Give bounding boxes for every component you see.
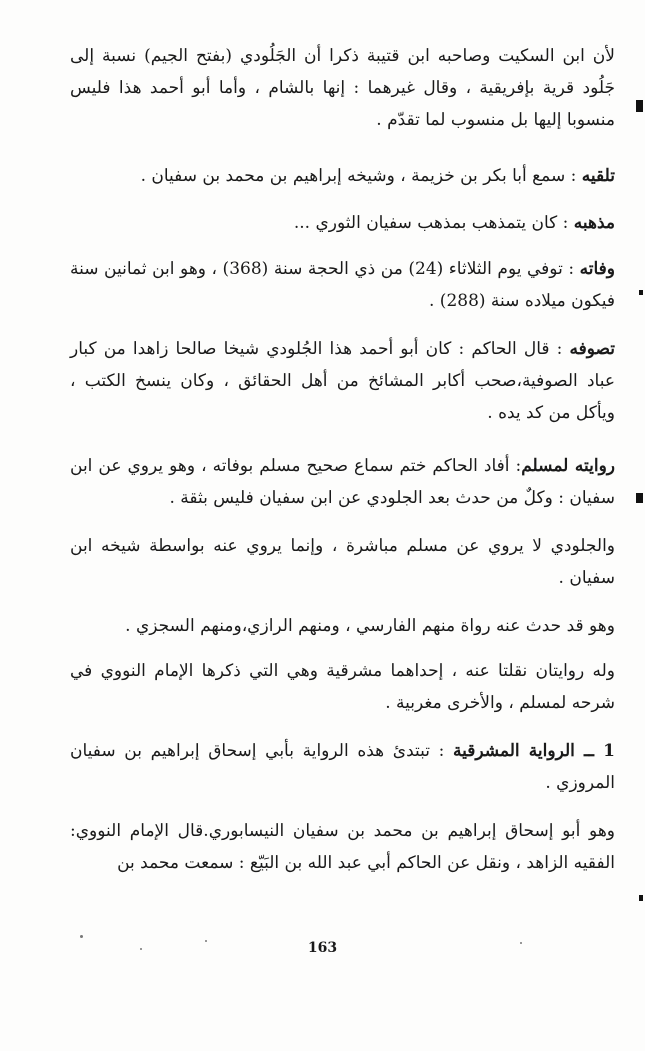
- paragraph-narrators: [70, 610, 615, 642]
- section-keyword: وفاته: [579, 259, 615, 279]
- paragraph-madhhab: [70, 207, 615, 239]
- page-number: 163: [307, 940, 338, 956]
- paragraph-text: : أفاد الحاكم ختم سماع صحيح مسلم بوفاته ، وهو يروي عن ابن سفيان : وكلٌ من حدث بعد الجلودي عن ابن سفيان فليس بثقة .: [70, 456, 615, 508]
- scan-speck: [140, 948, 142, 950]
- paragraph-text: : سمع أبا بكر بن خزيمة ، وشيخه إبراهيم بن محمد بن سفيان .: [140, 166, 582, 186]
- scan-edge-mark: [636, 100, 643, 112]
- paragraph-abu-ishaq: [70, 815, 615, 879]
- paragraph-talaqqi: [70, 160, 615, 192]
- paragraph-text: لأن ابن السكيت وصاحبه ابن قتيبة ذكرا أن الجَلُودي (بفتح الجيم) نسبة إلى جَلُود قرية بإفريقية ، وقال غيرهما : إنها بالشام ، وأما أبو أحمد هذا فليس منسوبا إليها بل منسوب لما تقدّم .: [70, 46, 615, 130]
- paragraph-nisba-origin: [70, 40, 615, 136]
- paragraph-tasawwuf: [70, 333, 615, 429]
- paragraph-text: وله روايتان نقلتا عنه ، إحداهما مشرقية وهي التي ذكرها الإمام النووي في شرحه لمسلم ، والأخرى مغربية .: [70, 661, 615, 713]
- paragraph-text: : قال الحاكم : كان أبو أحمد هذا الجُلودي شيخا صالحا زاهدا من كبار عباد الصوفية،صحب أكابر المشائخ من أهل الحقائق ، وكان ينسخ الكتب ، ويأكل من كد يده .: [70, 339, 615, 423]
- paragraph-mashriqiya: [70, 735, 615, 799]
- scan-edge-mark: [639, 895, 643, 901]
- paragraph-wafat: [70, 253, 615, 317]
- section-keyword: تصوفه: [569, 339, 615, 359]
- scan-edge-mark: [636, 493, 643, 503]
- paragraph-text: وهو أبو إسحاق إبراهيم بن محمد بن سفيان النيسابوري.قال الإمام النووي: الفقيه الزاهد ، ونقل عن الحاكم أبي عبد الله بن البَيّع : سمعت محمد بن: [70, 821, 615, 873]
- section-keyword: تلقيه: [581, 166, 615, 186]
- scan-speck: [205, 940, 207, 942]
- scan-edge-mark: [639, 290, 643, 295]
- paragraph-text: والجلودي لا يروي عن مسلم مباشرة ، وإنما يروي عنه بواسطة شيخه ابن سفيان .: [70, 536, 615, 588]
- scan-speck: [80, 935, 83, 938]
- paragraph-text: : كان يتمذهب بمذهب سفيان الثوري ...: [293, 213, 574, 233]
- paragraph-riwaya-muslim: [70, 450, 615, 514]
- paragraph-text: : تبتدئ هذه الرواية بأبي إسحاق إبراهيم بن سفيان المروزي .: [70, 741, 615, 793]
- paragraph-two-riwayas: [70, 655, 615, 719]
- section-keyword: روايته لمسلم: [521, 456, 615, 476]
- paragraph-text: : توفي يوم الثلاثاء (24) من ذي الحجة سنة (368) ، وهو ابن ثمانين سنة فيكون ميلاده سنة (288) .: [70, 259, 615, 311]
- paragraph-text: وهو قد حدث عنه رواة منهم الفارسي ، ومنهم الرازي،ومنهم السجزي .: [125, 616, 615, 636]
- scan-speck: [520, 942, 522, 944]
- paragraph-julodi-chain: [70, 530, 615, 594]
- section-keyword: 1 ــ الرواية المشرقية: [453, 741, 615, 761]
- section-keyword: مذهبه: [573, 213, 615, 233]
